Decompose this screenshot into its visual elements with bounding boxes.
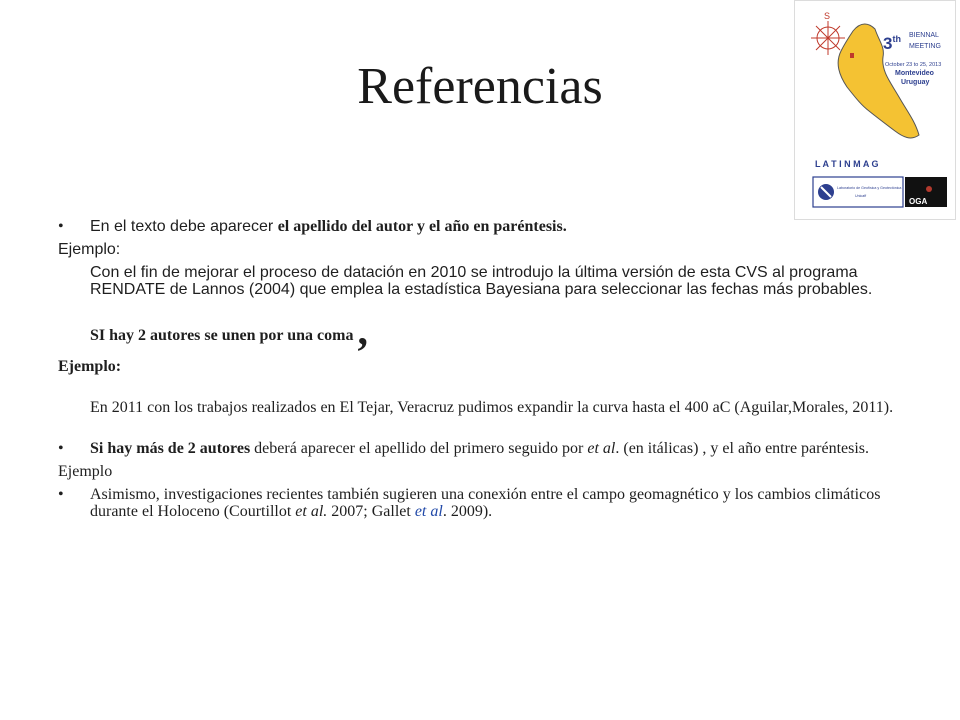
oga-glow-icon	[926, 186, 932, 192]
rule-two-authors	[58, 308, 918, 354]
ejemplo3-label: Ejemplo	[58, 463, 113, 480]
bullet1-bold: el apellido del autor y el año en paréntesis.	[277, 218, 567, 235]
bullet-cite-format	[58, 218, 918, 235]
slide-body	[58, 218, 918, 520]
rule2-text: SI hay 2 autores se unen por una coma	[90, 327, 358, 344]
bullet4-etal1: et al.	[295, 503, 328, 520]
compass-letter: S	[824, 11, 831, 21]
bullet4-mid: 2007; Gallet	[327, 503, 415, 520]
bullet3-etal: et al	[587, 440, 616, 457]
latinmag-logo-graphic	[795, 1, 955, 219]
latinmag-logo	[794, 0, 956, 220]
bullet4-text: Asimismo, investigaciones recientes también sugieren una conexión entre el campo geomagnético y los cambios climáticos durante el Holoceno (Courtillot	[90, 486, 881, 520]
bullet3-rest: . (en itálicas) , y el año entre paréntesis.	[615, 440, 870, 457]
bullet3-bold: Si hay más de 2 autores	[90, 440, 251, 457]
ejemplo1-text: Con el fin de mejorar el proceso de datación en 2010 se introdujo la última versión de esta CVS al programa RENDATE de Lannos (2004) que emplea la estadística Bayesiana para seleccionar las fechas más probables.	[90, 264, 873, 298]
ejemplo1-label: Ejemplo:	[58, 241, 121, 258]
uruguay-marker-icon	[850, 53, 854, 58]
logo-edition-suffix: th	[892, 34, 901, 44]
org-short: Unicaff	[855, 194, 867, 198]
logo-city: Montevideo	[895, 70, 934, 77]
bullet1-prefix: En el texto debe aparecer	[90, 218, 278, 235]
org-name: Laboratorio de Geofísica y Geotectónica	[837, 186, 902, 190]
bullet4-etal2: et al	[414, 503, 443, 520]
logo-latinmag: L A T I N M A G	[815, 159, 879, 169]
compass-rose-icon	[811, 21, 845, 55]
ejemplo2-label: Ejemplo:	[58, 358, 122, 375]
svg-text:3th	[883, 34, 901, 53]
bullet-holoceno-example	[58, 486, 918, 520]
bullet3-mid: deberá aparecer el apellido del primero seguido por	[250, 440, 588, 457]
rule2-comma: ,	[357, 308, 368, 354]
slide-title: Referencias	[357, 58, 603, 115]
logo-biennal: BIENNAL	[909, 32, 939, 39]
logo-edition: 3	[883, 34, 893, 53]
bullet-more-authors	[58, 440, 918, 457]
oga-label: OGA	[909, 197, 928, 206]
ejemplo2-text: En 2011 con los trabajos realizados en El Tejar, Veracruz pudimos expandir la curva hasta el 400 aC (Aguilar,Morales, 2011).	[90, 399, 894, 416]
logo-country: Uruguay	[901, 79, 930, 86]
logo-dates: October 23 to 25, 2013	[885, 62, 942, 68]
bullet4-end: . 2009).	[442, 503, 493, 520]
logo-meeting: MEETING	[909, 43, 941, 50]
